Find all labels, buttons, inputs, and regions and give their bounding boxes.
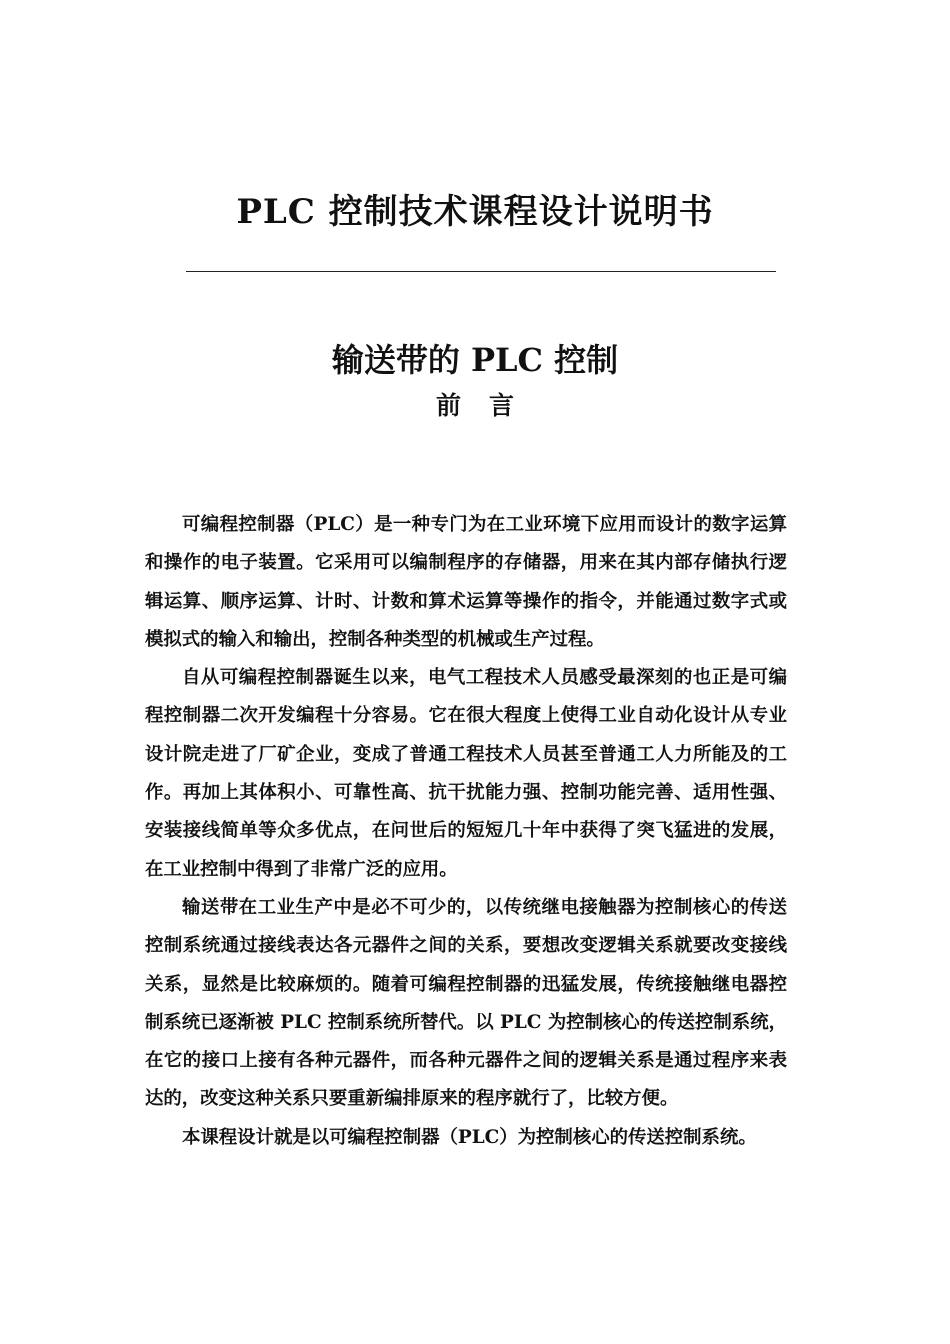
body-text (145, 506, 787, 1157)
paragraph-3: 输送带在工业生产中是必不可少的，以传统继电接触器为控制核心的传送控制系统通过接线表达各元器件之间的关系，要想改变逻辑关系就要改变接线关系，显然是比较麻烦的。随着可编程控制器的迅猛发展，传统接触继电器控制系统已逐渐被 PLC 控制系统所替代。以 PLC 为控制核心的传送控制系统，在它的接口上接有各种元器件，而各种元器件之间的逻辑关系是通过程序来表达的，改变这种关系只要重新编排原来的程序就行了，比较方便。 (145, 896, 787, 1110)
document-title: PLC 控制技术课程设计说明书 (236, 192, 714, 232)
paragraph-2: 自从可编程控制器诞生以来，电气工程技术人员感受最深刻的也正是可编程控制器二次开发编程十分容易。它在很大程度上使得工业自动化设计从专业设计院走进了厂矿企业，变成了普通工程技术人员甚至普通工人力所能及的工作。再加上其体积小、可靠性高、抗干扰能力强、控制功能完善、适用性强、安装接线简单等众多优点，在问世后的短短几十年中获得了突飞猛进的发展，在工业控制中得到了非常广泛的应用。 (145, 667, 787, 880)
document-subtitle: 输送带的 PLC 控制 (331, 341, 619, 379)
paragraph-4: 本课程设计就是以可编程控制器（PLC）为控制核心的传送控制系统。 (182, 1126, 757, 1148)
section-heading-preface: 前言 (435, 391, 542, 420)
paragraph-1: 可编程控制器（PLC）是一种专门为在工业环境下应用而设计的数字运算和操作的电子装置。它采用可以编制程序的存储器，用来在其内部存储执行逻辑运算、顺序运算、计时、计数和算术运算等操作的指令，并能通过数字式或模拟式的输入和输出，控制各种类型的机械或生产过程。 (145, 514, 787, 650)
title-underline-divider (186, 271, 776, 272)
